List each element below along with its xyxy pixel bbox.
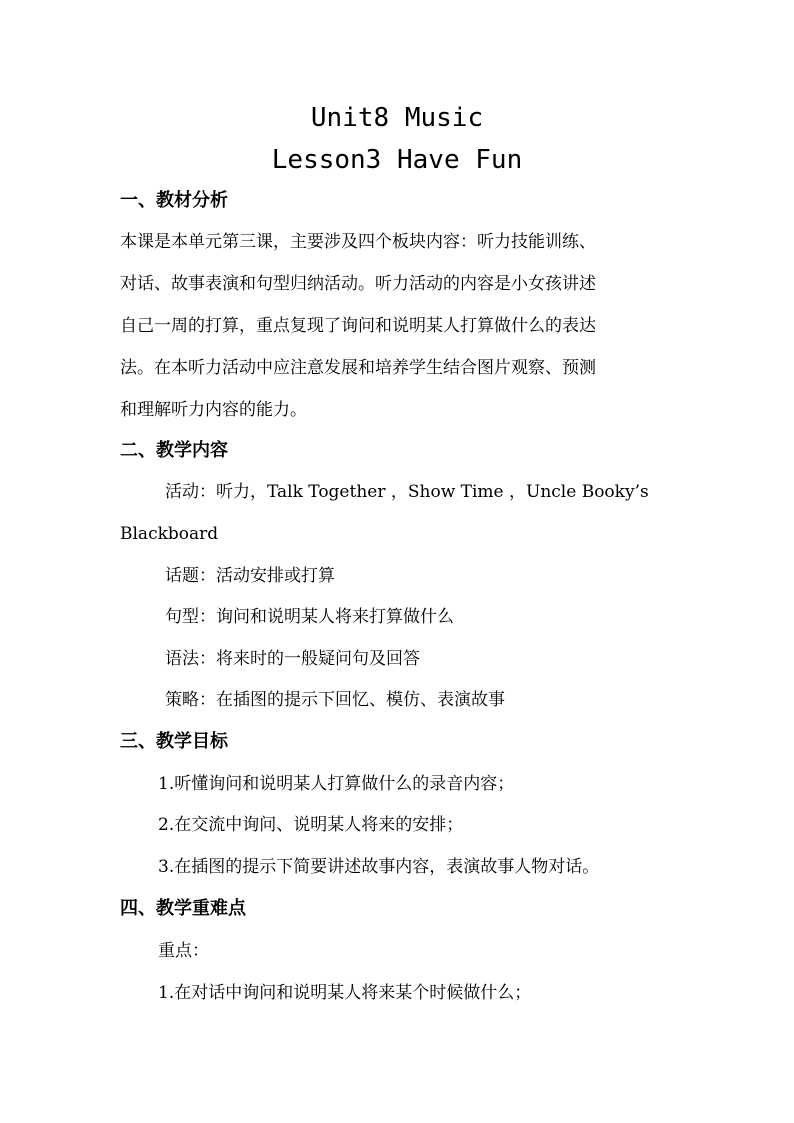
key-points-label: 重点： <box>158 941 209 961</box>
content-topic: 话题：活动安排或打算 <box>165 566 335 586</box>
section-heading-goals: 三、教学目标 <box>120 731 228 752</box>
paragraph-line: 本课是本单元第三课，主要涉及四个板块内容：听力技能训练、 <box>120 232 596 252</box>
content-activity-line: 活动：听力，Talk Together ，Show Time ，Uncle Booky’s <box>165 482 649 502</box>
paragraph-line: 自己一周的打算，重点复现了询问和说明某人打算做什么的表达 <box>120 316 596 336</box>
content-strategy: 策略：在插图的提示下回忆、模仿、表演故事 <box>165 690 505 710</box>
document-title-lesson: Lesson3 Have Fun <box>271 145 523 175</box>
goal-item: 2.在交流中询问、说明某人将来的安排； <box>158 815 464 835</box>
content-activity-continuation: Blackboard <box>120 524 219 544</box>
document-title-unit: Unit8 Music <box>310 103 484 133</box>
key-point-item: 1.在对话中询问和说明某人将来某个时候做什么； <box>158 983 532 1003</box>
section-heading-key-points: 四、教学重难点 <box>120 898 246 919</box>
goal-item: 1.听懂询问和说明某人打算做什么的录音内容； <box>158 774 515 794</box>
paragraph-line: 法。在本听力活动中应注意发展和培养学生结合图片观察、预测 <box>120 358 596 378</box>
content-grammar: 语法：将来时的一般疑问句及回答 <box>165 649 420 669</box>
section-heading-analysis: 一、教材分析 <box>120 190 228 211</box>
section-heading-content: 二、教学内容 <box>120 440 228 461</box>
goal-item: 3.在插图的提示下简要讲述故事内容，表演故事人物对话。 <box>158 857 600 877</box>
paragraph-line: 和理解听力内容的能力。 <box>120 400 307 420</box>
paragraph-line: 对话、故事表演和句型归纳活动。听力活动的内容是小女孩讲述 <box>120 274 596 294</box>
content-sentence-pattern: 句型：询问和说明某人将来打算做什么 <box>165 607 454 627</box>
